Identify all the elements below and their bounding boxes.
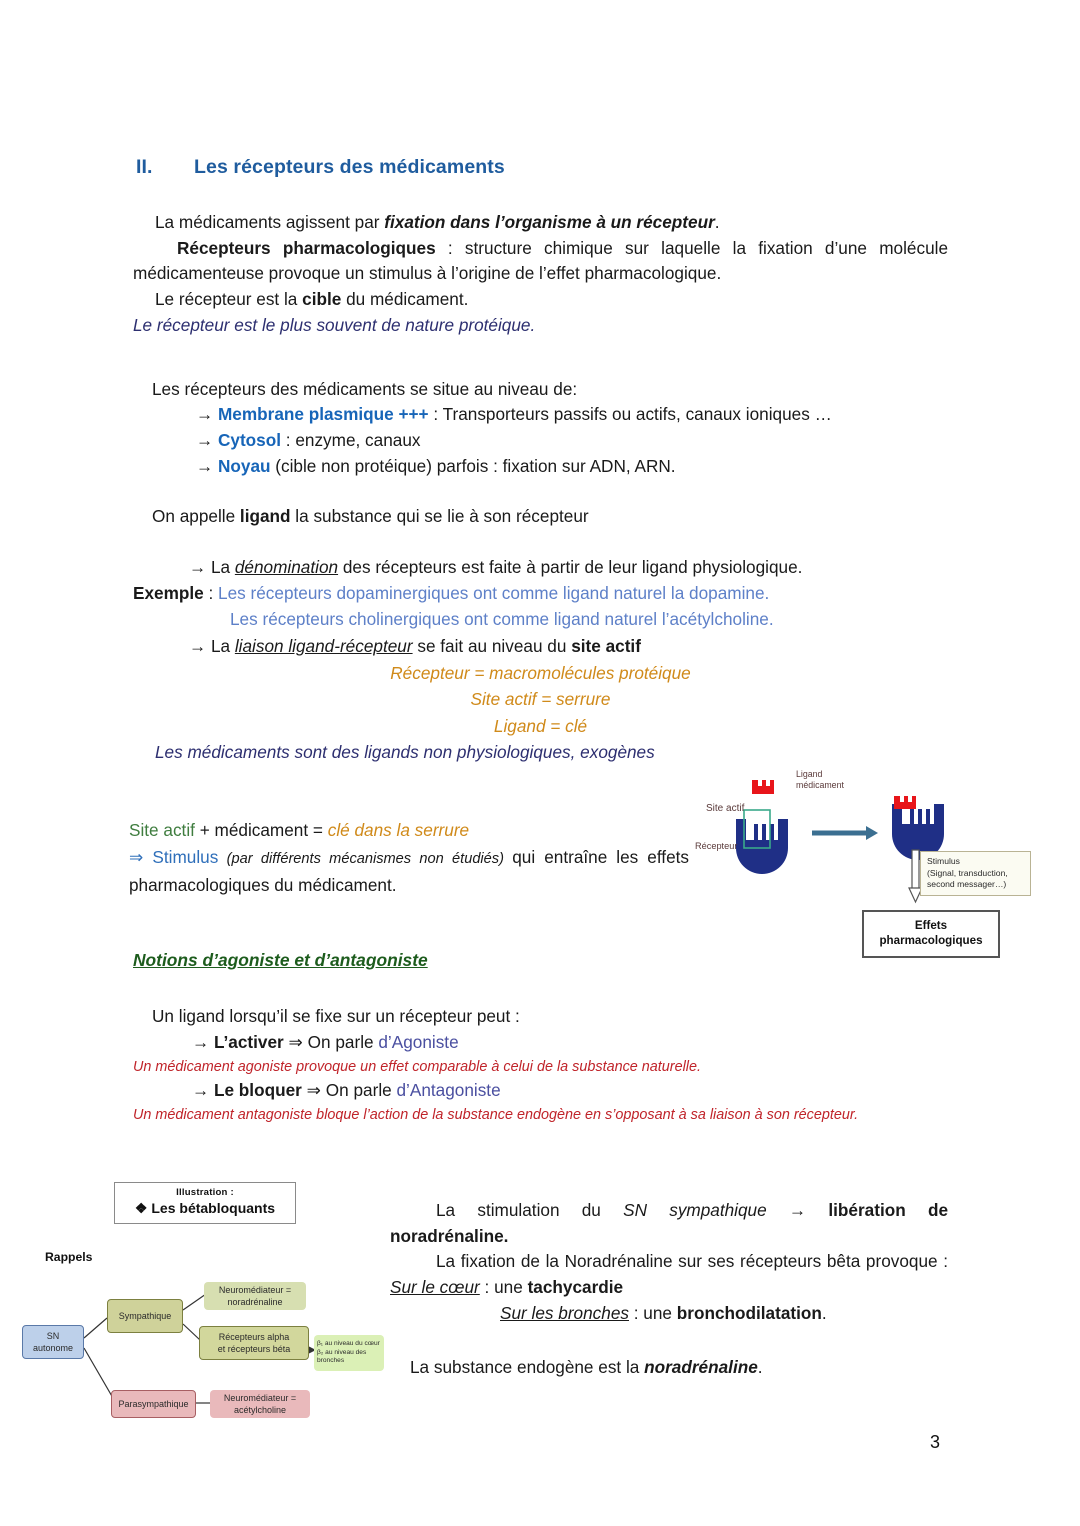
p1-pre: La stimulation du (436, 1200, 624, 1220)
beta-line1: β₁ au niveau du cœur (317, 1340, 380, 1348)
cible-word: cible (302, 288, 342, 309)
sympathique-paragraph-3 (500, 1301, 950, 1327)
exogenes-paragraph: Les médicaments sont des ligands non physiologiques, exogènes (155, 742, 655, 762)
bloquer-mid: ⇒ On parle (301, 1080, 397, 1100)
bloquer-bold: Le bloquer (213, 1080, 302, 1100)
arrow-icon: → La (189, 557, 235, 577)
neuro2-line2: acétylcholine (233, 1405, 286, 1415)
p4-post: . (757, 1357, 763, 1377)
stimulus-parenthetical: (par différents mécanismes non étudiés) (218, 851, 513, 867)
equation-site-actif: Site actif = serrure (470, 689, 611, 709)
beta-line3: bronches (317, 1357, 345, 1365)
p3-end: . (821, 1303, 827, 1323)
illustration-label: Illustration : (176, 1187, 234, 1198)
site-actif-green-label: Site actif (129, 820, 195, 840)
membrane-plasmique-detail: : Transporteurs passifs ou actifs, canaux ioniques … (428, 404, 832, 424)
exemple-label: Exemple (133, 583, 204, 603)
intro-line2-rest: : structure chimique sur laquelle la fixation d’une molécule médicamenteuse provoque un stimulus à l’origine de l’effet pharmacologique. (133, 237, 949, 283)
p4-pre: La substance endogène est la (410, 1357, 645, 1377)
activer-mid: ⇒ On parle (283, 1032, 379, 1052)
intro-line3-pre: Le récepteur est la (155, 288, 303, 309)
antagoniste-note: Un médicament antagoniste bloque l’action de la substance endogène en s’opposant à sa liaison à son récepteur. (133, 1107, 859, 1123)
stimulus-callout-box (920, 851, 1031, 896)
localisation-item-cytosol (196, 428, 976, 454)
ligand-definition (152, 504, 952, 530)
recepteurs-pharmacologiques-label: Récepteurs pharmacologiques (177, 237, 436, 258)
section-number: II. (136, 156, 153, 178)
cytosol-detail: : enzyme, canaux (281, 430, 421, 450)
beta-line2: β₂ au niveau des (317, 1348, 367, 1356)
section-title: Les récepteurs des médicaments (194, 156, 505, 178)
arrow-icon: → (196, 456, 218, 476)
activer-line (192, 1030, 952, 1056)
ligand-def-pre: On appelle (152, 506, 240, 526)
arrow-icon: → (196, 404, 218, 424)
localisation-item-membrane (196, 402, 976, 428)
neuro1-line2: noradrénaline (227, 1297, 283, 1307)
membrane-plasmique-label: Membrane plasmique +++ (217, 404, 429, 424)
recepteur-diagram-label: Récepteur (695, 841, 738, 851)
noyau-detail: (cible non protéique) parfois : fixation sur ADN, ARN. (270, 456, 676, 476)
liberation-noradrenaline-bold: libération de noradrénaline. (390, 1200, 949, 1246)
arrow-icon: → (196, 430, 218, 450)
cle-dans-la-serrure-text: clé dans la serrure (327, 820, 470, 840)
liaison-ligand-recepteur-word: liaison ligand-récepteur (234, 636, 413, 656)
arrow-icon: → (192, 1080, 214, 1100)
intro-line1-pre: La médicaments agissent par (155, 212, 385, 232)
illustration-title (117, 1200, 293, 1217)
denomination-line (189, 555, 949, 581)
double-arrow-icon: ⇒ (129, 847, 153, 867)
beta-text (317, 1340, 380, 1365)
neuro1-line1: Neuromédiateur = (218, 1285, 292, 1295)
agoniste-note: Un médicament agoniste provoque un effet comparable à celui de la substance naturelle. (133, 1059, 701, 1075)
sympathique-paragraph-1 (390, 1198, 948, 1249)
recepteurs-line2: et récepteurs béta (217, 1344, 291, 1354)
intro-line-1 (133, 210, 948, 236)
flow-box-neuromediateur-acetylcholine (210, 1390, 310, 1418)
arrow-icon: → La (189, 636, 235, 656)
flow-box-sympathique: Sympathique (107, 1299, 183, 1333)
recepteurs-text (218, 1331, 291, 1355)
ligand-legend-glyph (752, 780, 774, 794)
notions-heading: Notions d’agoniste et d’antagoniste (133, 950, 428, 970)
noradrenaline-emphasis: noradrénaline (644, 1357, 758, 1377)
equation-recepteur: Récepteur = macromolécules protéique (390, 663, 691, 683)
exemple-line-1 (133, 581, 953, 607)
sur-le-coeur-underline: Sur le cœur (390, 1276, 480, 1297)
plus-medicament-text: + médicament = (194, 820, 328, 840)
recepteurs-line1: Récepteurs alpha (218, 1332, 290, 1342)
sn-autonome-line1: SN (46, 1331, 60, 1341)
exemple-separator: : (203, 583, 219, 603)
stimulus-callout-detail: (Signal, transduction, second messager…) (927, 868, 1008, 889)
site-actif-diagram-label: Site actif (706, 803, 745, 814)
site-actif-equation-line (129, 818, 689, 844)
antagoniste-word: d’Antagoniste (396, 1080, 501, 1100)
flow-box-recepteurs (199, 1326, 309, 1360)
ligand-def-post: la substance qui se lie à son récepteur (290, 506, 589, 526)
liaison-mid: se fait au niveau du (412, 636, 572, 656)
activer-bold: L’activer (213, 1032, 284, 1052)
localisation-item-noyau (196, 454, 976, 480)
intro-line-4: Le récepteur est le plus souvent de nature protéique. (133, 315, 536, 335)
p2-mid: : une (479, 1276, 528, 1297)
sur-les-bronches-underline: Sur les bronches (500, 1303, 629, 1323)
stimulus-tail: qui entraîne les effets pharmacologiques du médicament. (129, 847, 689, 895)
ligand-legend-line1: Ligand (796, 769, 823, 779)
denomination-rest: des récepteurs est faite à partir de leur ligand physiologique. (338, 557, 803, 577)
ligand-legend-line2: médicament (796, 779, 844, 790)
notions-lead: Un ligand lorsqu’il se fixe sur un récepteur peut : (152, 1006, 520, 1026)
stimulus-word: Stimulus (152, 847, 219, 867)
intro-paragraph (133, 210, 948, 339)
effets-line1: Effets (914, 919, 948, 932)
rappels-label: Rappels (45, 1250, 93, 1264)
page-number: 3 (930, 1432, 941, 1452)
equation-ligand: Ligand = clé (493, 716, 588, 736)
intro-line1-post: . (714, 212, 720, 232)
exemple-line-2: Les récepteurs cholinergiques ont comme ligand naturel l’acétylcholine. (230, 609, 774, 629)
illustration-box (114, 1182, 296, 1224)
stimulus-callout-title: Stimulus (927, 856, 960, 866)
substance-endogene-line (410, 1355, 950, 1381)
exemple-dopaminergiques: Les récepteurs dopaminergiques ont comme ligand naturel la dopamine. (218, 583, 770, 603)
section-heading (136, 156, 836, 179)
tachycardie-bold: tachycardie (527, 1276, 624, 1297)
flow-box-beta-details (314, 1335, 384, 1371)
intro-line3-post: du médicament. (341, 288, 469, 309)
bronchodilatation-bold: bronchodilatation (676, 1303, 822, 1323)
stimulus-paragraph (129, 845, 689, 898)
arrow-icon: → (192, 1032, 214, 1052)
diamond-bullet-icon: ❖ (134, 1200, 152, 1216)
denomination-word: dénomination (234, 557, 339, 577)
liaison-line (189, 634, 949, 660)
agoniste-word: d’Agoniste (378, 1032, 459, 1052)
effets-pharmacologiques-box (862, 910, 1000, 958)
ligand-legend-label (796, 769, 844, 790)
betabloquants-title: Les bétabloquants (151, 1200, 276, 1216)
sn-autonome-flowchart (14, 1272, 380, 1422)
intro-line-2 (133, 236, 948, 287)
flow-box-parasympathique: Parasympathique (111, 1390, 196, 1418)
transition-arrow-icon (812, 826, 878, 840)
sn-sympathique-italic: SN sympathique (623, 1200, 767, 1220)
effets-line2: pharmacologiques (879, 933, 983, 947)
bloquer-line (192, 1078, 952, 1104)
localisation-lead: Les récepteurs des médicaments se situe au niveau de: (152, 379, 578, 399)
sn-autonome-text (33, 1330, 73, 1354)
neuro2-line1: Neuromédiateur = (223, 1393, 297, 1403)
p3-mid: : une (628, 1303, 677, 1323)
intro-line-3 (133, 287, 948, 313)
neuro1-text (219, 1284, 291, 1308)
flow-box-neuromediateur-noradrenaline (204, 1282, 306, 1310)
cytosol-label: Cytosol (217, 430, 281, 450)
sympathique-paragraph-2 (390, 1249, 948, 1300)
ligand-word: ligand (239, 506, 291, 526)
intro-line1-emphasis: fixation dans l’organisme à un récepteur (384, 212, 715, 232)
flow-box-sn-autonome (22, 1325, 84, 1359)
noyau-label: Noyau (217, 456, 271, 476)
sn-autonome-line2: autonome (32, 1343, 74, 1353)
neuro2-text (224, 1392, 296, 1416)
site-actif-word: site actif (571, 636, 641, 656)
p2-pre: La fixation de la Noradrénaline sur ses récepteurs bêta provoque : (436, 1251, 948, 1271)
arrow-icon: → (766, 1200, 829, 1220)
